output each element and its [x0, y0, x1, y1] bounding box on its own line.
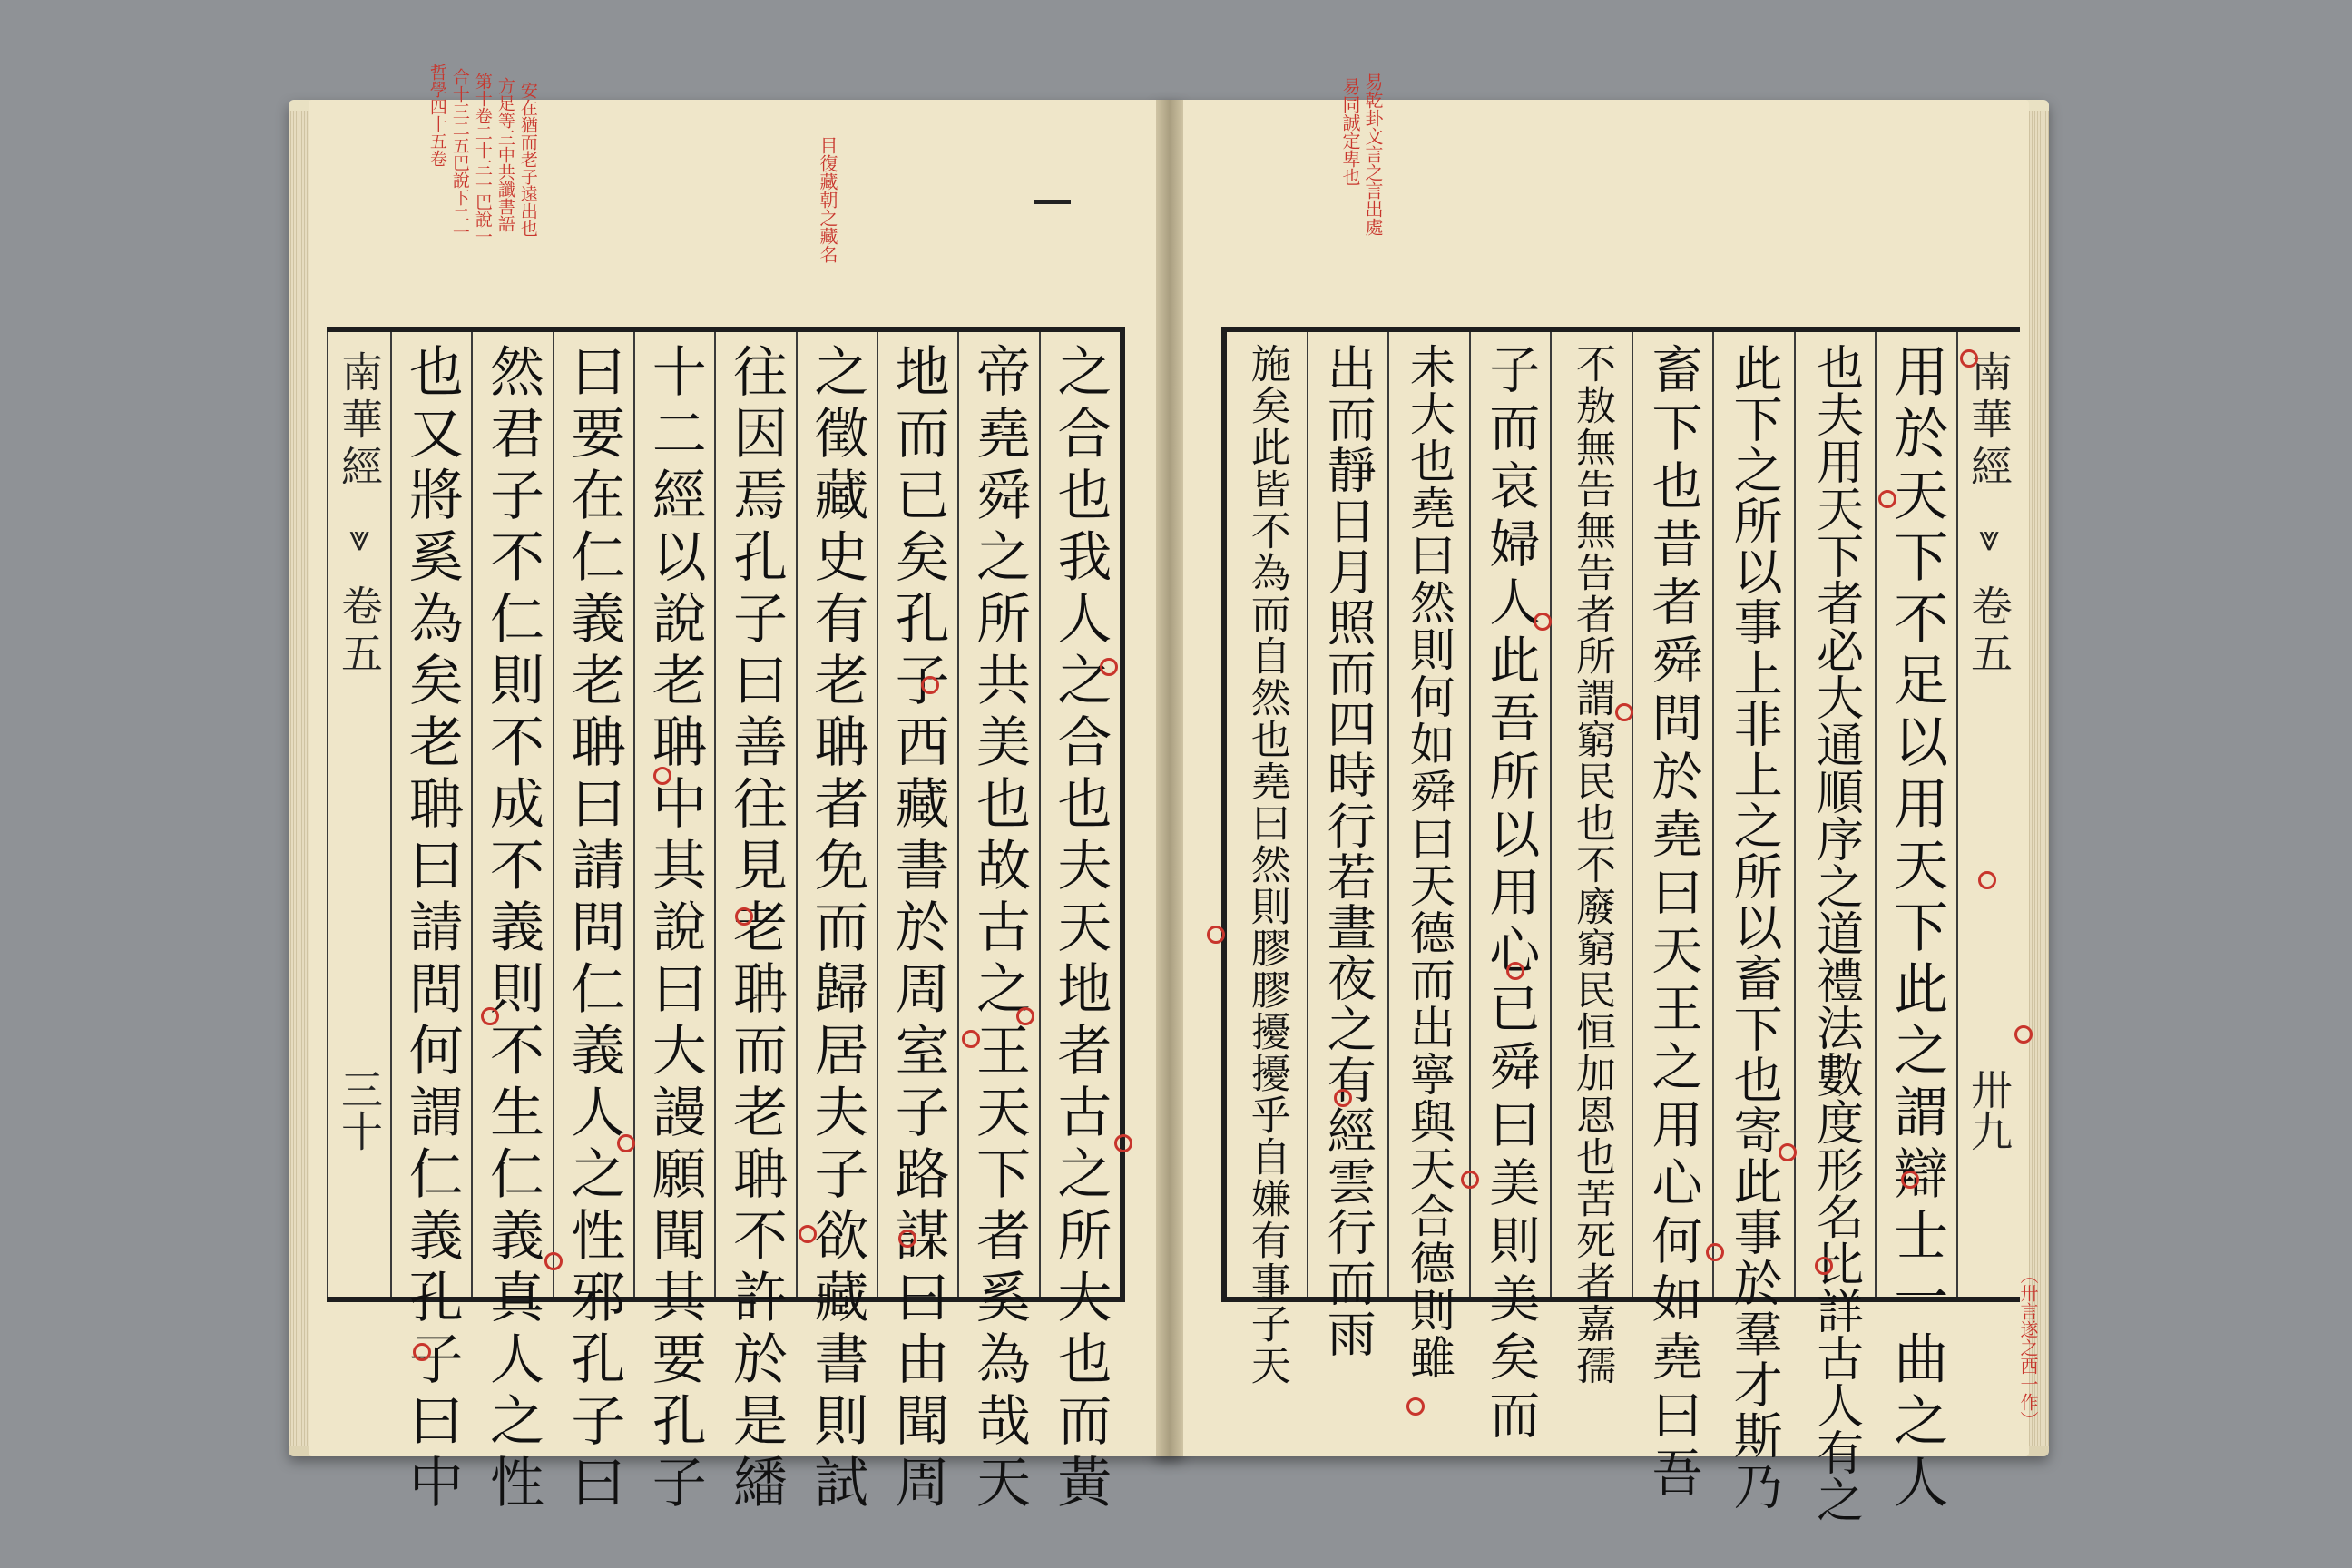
reading-mark-circle: [1978, 871, 1996, 889]
right-column-8: 出而靜日月照而四時行若晝夜之有經雲行而雨: [1307, 332, 1388, 1297]
left-column-1: 之合也我人之合也夫天地者古之所大也而黃: [1039, 332, 1120, 1297]
right-spine-column: [1956, 332, 2020, 1297]
reading-mark-circle: [1406, 1397, 1425, 1416]
reading-mark-circle: [1461, 1171, 1479, 1189]
right-column-3: 此下之所以事上非上之所以畜下也寄此事於羣才斯乃: [1712, 332, 1794, 1297]
left-column-9: 也又將奚為矣老聃曰請問何謂仁義孔子曰中: [390, 332, 471, 1297]
right-text-frame: [1221, 327, 2020, 1523]
fish-tail-icon: ⩔: [1978, 517, 2000, 559]
reading-mark-circle: [1334, 1089, 1352, 1107]
spine-volume: 卷五: [335, 584, 385, 679]
spine-leaf: 卅九: [1965, 1068, 2014, 1152]
reading-mark-circle: [481, 1007, 499, 1025]
right-annotation-1: 易乾卦文言之言出處: [1362, 73, 1384, 236]
left-annotation-1: 哲學四十五卷: [426, 64, 447, 167]
left-column-2: 帝堯舜之所共美也故古之王天下者奚為哉天: [957, 332, 1038, 1297]
left-annotation-5: 安在猶而老子遠出也: [517, 82, 538, 237]
reading-mark-circle: [1114, 1134, 1132, 1152]
right-columns: [1227, 332, 2020, 1523]
left-text-frame: [327, 327, 1125, 1515]
left-column-4: 之徵藏史有老聃者免而歸居夫子欲藏書則試: [796, 332, 877, 1297]
reading-mark-circle: [799, 1225, 817, 1243]
fish-tail-icon: ⩔: [348, 517, 370, 559]
reading-mark-circle: [1100, 658, 1118, 676]
reading-mark-circle: [1815, 1257, 1833, 1275]
reading-mark-circle: [1207, 926, 1225, 944]
left-annotation-6: 目復藏朝之藏名: [817, 136, 838, 263]
reading-mark-circle: [2014, 1025, 2033, 1044]
left-column-6: 十二經以說老聃中其說曰大謾願聞其要孔子: [633, 332, 714, 1297]
left-page: [309, 64, 1171, 1515]
right-column-9: 施矣此皆不為而自然也堯曰然則膠膠擾擾乎自嫌有事子天: [1243, 343, 1290, 1387]
right-column-7: 未大也堯曰然則何如舜曰天德而出寧與天合德則雖: [1387, 332, 1469, 1297]
left-annotation-4: 方足等三中共讖書語: [495, 77, 515, 232]
reading-mark-circle: [1878, 490, 1896, 508]
reading-mark-circle: [653, 767, 671, 785]
reading-mark-circle: [962, 1030, 980, 1048]
left-annotation-3: 第十卷二十三一巴說一: [472, 73, 493, 245]
right-annotation-2: 易同誠定卑也: [1339, 77, 1361, 186]
left-spine-column: [327, 332, 390, 1297]
reading-mark-circle: [1016, 1007, 1034, 1025]
reading-mark-circle: [1506, 962, 1524, 980]
right-column-4: 畜下也昔者舜問於堯曰天王之用心何如堯曰吾: [1632, 332, 1713, 1297]
reading-mark-circle: [617, 1134, 635, 1152]
reading-mark-circle: [921, 676, 939, 694]
reading-mark-circle: [1706, 1243, 1724, 1261]
left-column-5: 往因焉孔子曰善往見老聃而老聃不許於是繙: [714, 332, 795, 1297]
right-page: [1167, 73, 2039, 1523]
reading-mark-circle: [898, 1230, 916, 1248]
right-column-6: 子而哀婦人此吾所以用心已舜曰美則美矣而: [1469, 332, 1551, 1297]
spine-title: 南華經: [1965, 350, 2014, 492]
reading-mark-circle: [413, 1343, 431, 1361]
reading-mark-circle: [1901, 1171, 1919, 1189]
spine-volume: 卷五: [1965, 584, 2014, 679]
reading-mark-circle: [1779, 1143, 1797, 1161]
left-columns: [327, 332, 1120, 1515]
right-column-1: 用於天下不足以用天下此之謂辯士一曲之人: [1875, 332, 1956, 1297]
right-column-2: 也夫用天下者必大通順序之道禮法數度形名比詳古人有之: [1794, 332, 1876, 1297]
spine-title: 南華經: [335, 350, 385, 492]
page-mark: [1034, 200, 1071, 204]
left-column-3: 地而已矣孔子西藏書於周室子路謀曰由聞周: [877, 332, 957, 1297]
reading-mark-circle: [544, 1252, 563, 1270]
reading-mark-circle: [1534, 612, 1552, 631]
spine-leaf: 三十: [335, 1068, 385, 1152]
right-margin-annotation: （卅言遂之西一作）: [2017, 1266, 2039, 1429]
left-column-7: 曰要在仁義老聃曰請問仁義人之性邪孔子曰: [553, 332, 633, 1297]
reading-mark-circle: [1615, 703, 1633, 721]
book-gutter: [1156, 100, 1183, 1456]
left-column-8: 然君子不仁則不成不義則不生仁義真人之性: [471, 332, 552, 1297]
right-column-5: 不敖無告無告者所謂窮民也不廢窮民恒加恩也苦死者嘉孺: [1550, 332, 1632, 1297]
left-annotation-2: 合十三二五巴說下二一: [449, 68, 470, 240]
reading-mark-circle: [1960, 349, 1978, 368]
reading-mark-circle: [735, 907, 753, 926]
